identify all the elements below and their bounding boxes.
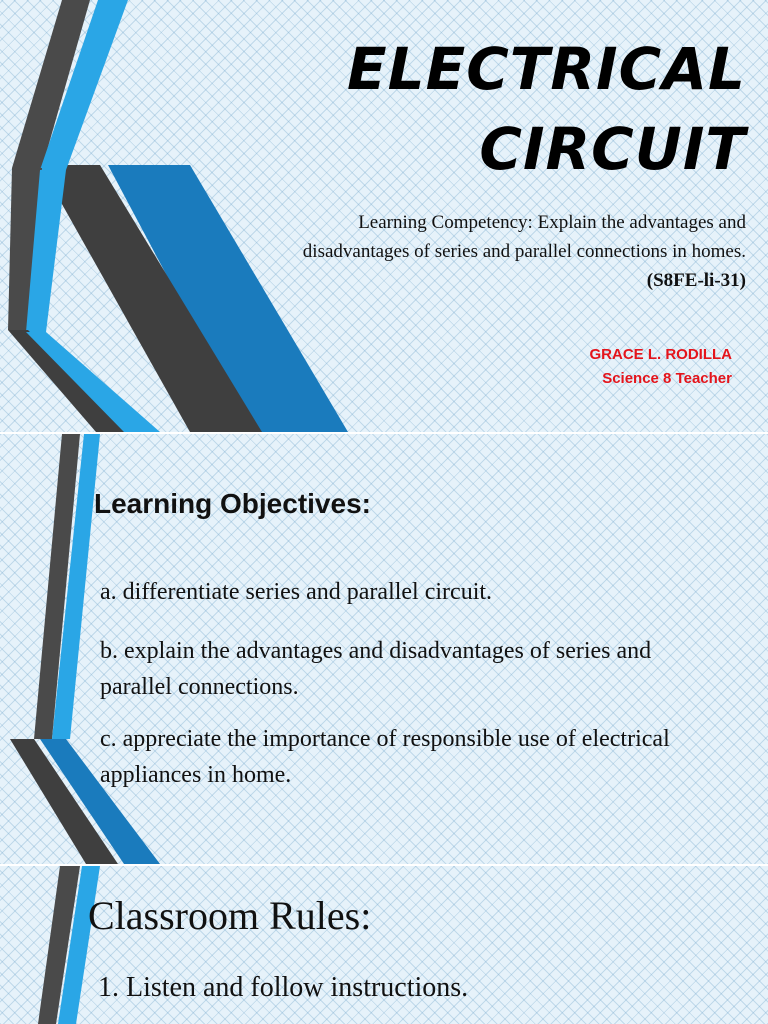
- competency-code: (S8FE-li-31): [646, 270, 746, 291]
- objective-c-line2: appliances in home.: [100, 762, 292, 788]
- author-name: GRACE L. RODILLA: [589, 346, 732, 363]
- title-line-2: CIRCUIT: [479, 115, 746, 183]
- title-slide: [0, 0, 768, 432]
- objectives-heading: Learning Objectives:: [94, 488, 371, 519]
- objective-a: [100, 574, 768, 610]
- rule-1: 1. Listen and follow instructions.: [98, 972, 469, 1003]
- objectives-slide: [0, 434, 768, 864]
- rules-slide: [0, 866, 768, 1024]
- objective-a-line1: a. differentiate series and parallel circuit.: [100, 579, 493, 605]
- rules-heading: Classroom Rules:: [88, 893, 372, 938]
- objective-b: [100, 633, 768, 705]
- title-line-1: ELECTRICAL: [347, 35, 746, 103]
- objective-c-line1: c. appreciate the importance of responsible use of electrical: [100, 726, 670, 752]
- objective-b-line2: parallel connections.: [100, 674, 299, 700]
- author-role: Science 8 Teacher: [602, 370, 732, 387]
- objective-b-line1: b. explain the advantages and disadvantages of series and: [100, 638, 652, 664]
- competency-text: Learning Competency: Explain the advantages and disadvantages of series and parallel connections in homes.: [302, 212, 746, 262]
- objective-c: [100, 721, 768, 793]
- learning-competency: [270, 208, 746, 295]
